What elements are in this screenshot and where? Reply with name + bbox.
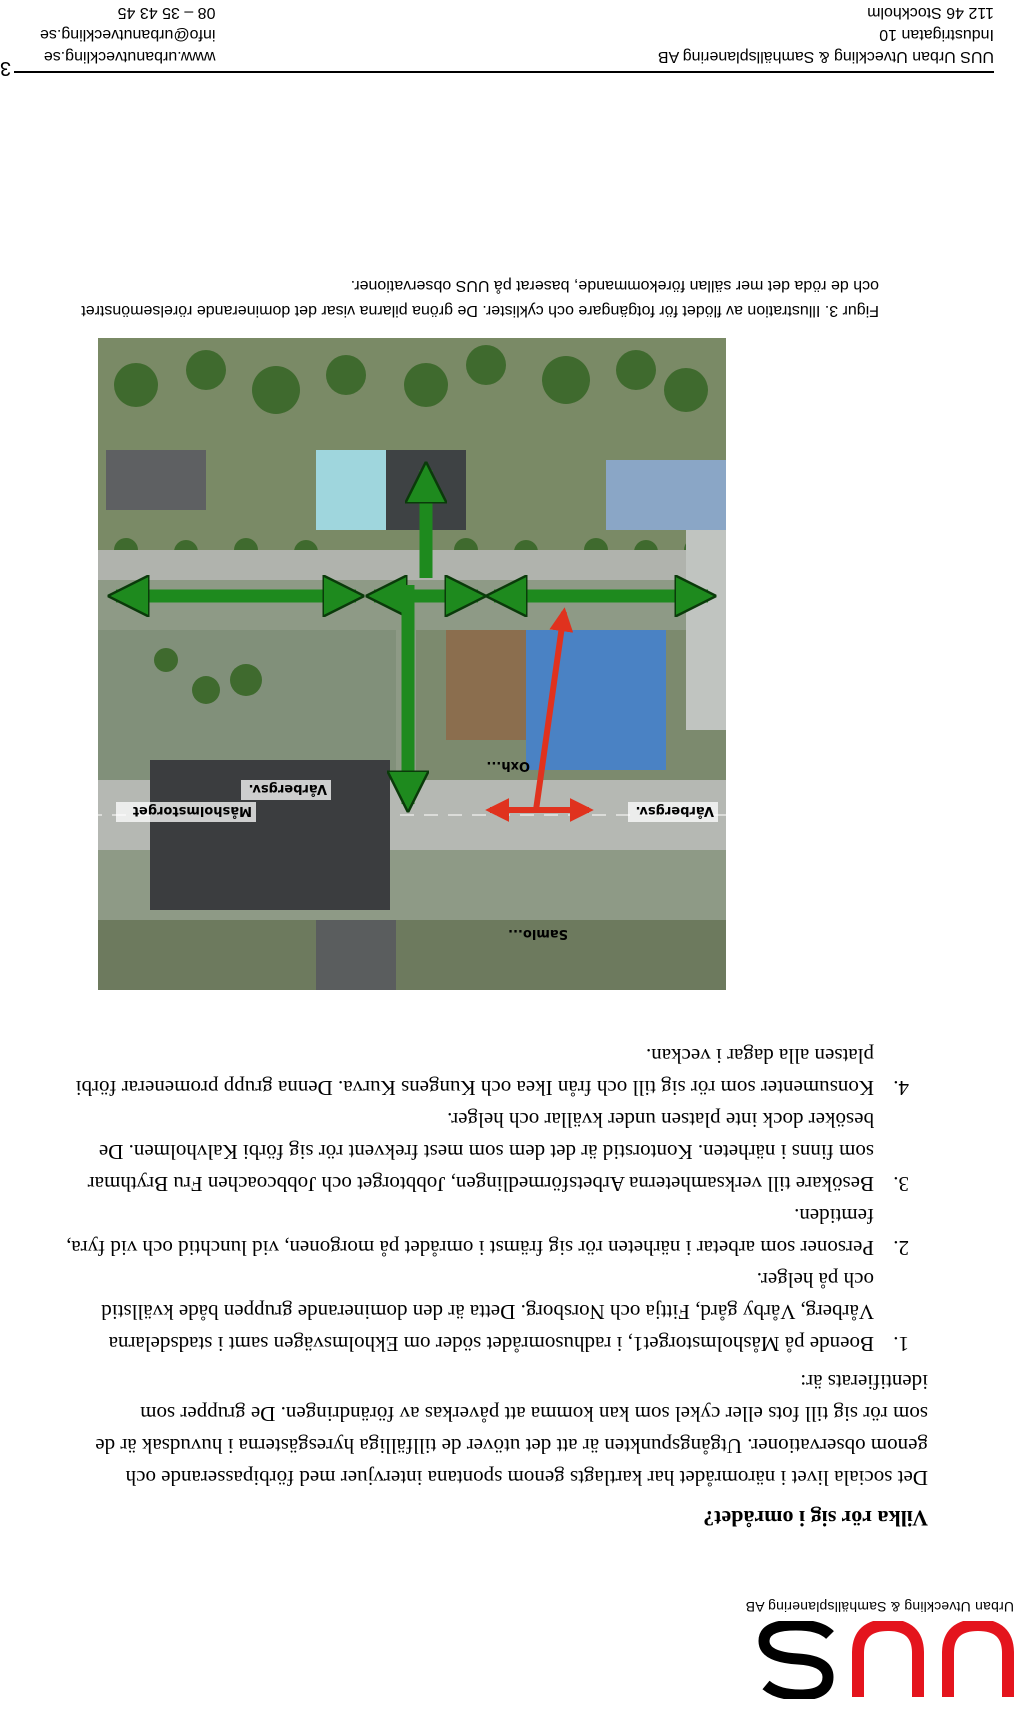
footer-address [658,1,994,67]
list-item: 3. Besökare till verksamheterna Arbetsförmedlingen, Jobbtorget och Jobbcoachen Fru Brythmar som finns i närheten. Kontorstid är det dem som mest frekvent rör sig förbi Kalvholmen. De besöker dock inte platsen under kvällar och helger. [66,1104,888,1200]
bottom-lot [98,920,726,990]
map-label-road: Vårbergsv. [248,781,327,796]
logo-company-name: Urban Utveckling & Samhällsplanering AB [745,1599,1014,1615]
flow-map-figure [98,338,726,990]
building [606,460,726,530]
footer-street: Industrigatan 10 [879,26,994,43]
company-logo [714,1599,1014,1699]
map-label-square: Måsholmstorget [132,803,252,818]
footer-company: UUS Urban Utveckling & Samhällsplanering AB [657,48,994,65]
main-content [66,1040,946,1534]
list-item: 4. Konsumenter som rör sig till och från Ikea och Kungens Kurva. Denna grupp promenerar förbi platsen alla dagar i veckan. [66,1040,888,1104]
intro-paragraph: Det sociala livet i närområdet har kartlagts genom spontana intervjuer med förbipasserande och genom observationer. Utgångspunkten är att det utöver de tillfälliga hyresgästerna i huvudsak är de som rör sig till fots eller cykel som kan komma att påverkas av förändringen. De grupper som identifierats är: [95,1370,928,1490]
building [316,920,396,990]
brown-building [446,630,526,740]
footer-phone: 08 – 35 43 45 [117,4,216,21]
footer-web-link[interactable]: www.urbanutveckling.se [43,48,216,65]
list-item: 1. Boende på Måsholmstorget1, i radhusområdet söder om Ekholmsvägen samt i stadsdelarna Vårberg, Vårby gård, Fittja och Norsborg. Detta är den dominerande gruppen både kvällstid och på helger. [66,1264,888,1360]
aerial-map [98,338,726,990]
map-label-street: Oxh... [486,758,530,773]
roundabout-edge [686,500,726,730]
building [106,450,206,510]
map-label-road: Vårbergsv. [635,803,714,818]
group-list [66,1040,946,1360]
list-item: 2. Personer som arbetar i närheten rör sig främst i området på morgonen, vid lunchtid och vid fyra, femtiden. [66,1200,888,1264]
footer-contact [40,1,215,67]
page-number: 3 [0,57,12,79]
footer-postal: 112 46 Stockholm [867,4,994,21]
footer-email-link[interactable]: info@urbanutveckling.se [40,26,216,43]
map-label-street: Samlo... [508,926,568,941]
uus-logo-mark [744,1621,1014,1699]
figure-caption: Figur 3. Illustration av flödet för fotgängare och cyklister. De gröna pilarna visar det dominerande rörelsemönstret och de röda det mer sällan förekommande, baserat på UUS observationer. [81,277,879,319]
upper-road [98,550,726,580]
page-footer [14,1,994,73]
section-heading: Vilka rör sig i området? [703,1506,928,1531]
light-blue-building [316,450,386,530]
